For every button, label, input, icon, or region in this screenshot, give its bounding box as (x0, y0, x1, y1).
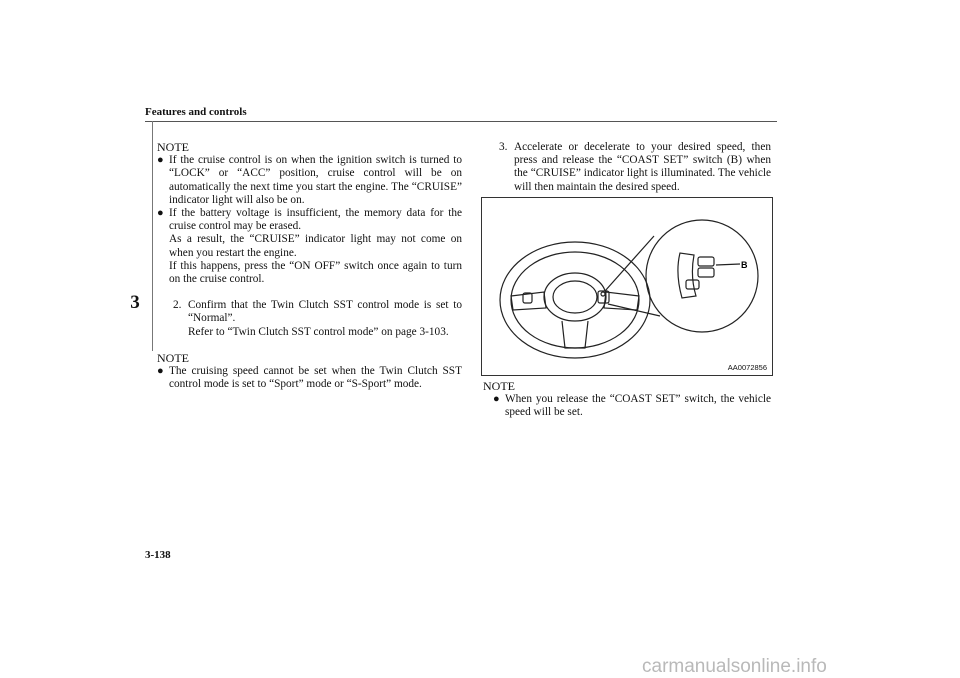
right-column (483, 141, 771, 194)
figure-callout-b: B (741, 260, 748, 270)
note-bullet (483, 393, 771, 419)
note-bullet (157, 207, 462, 286)
note-label: NOTE (483, 379, 515, 393)
steering-wheel-figure (481, 197, 773, 376)
note-text: When you release the “COAST SET” switch, the vehicle speed will be set. (505, 393, 771, 419)
steering-wheel-illustration (482, 198, 772, 375)
note-text: The cruising speed cannot be set when the Twin Clutch SST control mode is set to “Sport” mode or “S-Sport” mode. (169, 365, 462, 391)
note-label: NOTE (157, 140, 189, 154)
bullet-icon: ● (493, 393, 500, 406)
bullet-icon: ● (157, 365, 164, 378)
step-text: Accelerate or decelerate to your desired speed, then press and release the “COAST SET” switch (B) when the “CRUISE” indicator light is illuminated. The vehicle will then maintain the desired speed. (514, 141, 771, 193)
step-text: Confirm that the Twin Clutch SST control mode is set to “Normal”. (188, 299, 462, 325)
step-number: 3. (499, 141, 508, 153)
note-label: NOTE (157, 350, 189, 365)
step-number: 2. (173, 299, 182, 312)
step-3 (483, 141, 771, 194)
page-number: 3-138 (145, 549, 171, 561)
bullet-icon: ● (157, 154, 164, 167)
note-text: If the battery voltage is insufficient, the memory data for the cruise control may be erased. (169, 207, 462, 233)
note-bullet (157, 365, 462, 391)
note-bullet (157, 154, 462, 207)
right-note (483, 380, 771, 420)
step-body (188, 299, 462, 339)
figure-code: AA0072856 (727, 363, 767, 372)
bullet-icon: ● (157, 207, 164, 220)
step-reference: Refer to “Twin Clutch SST control mode” on page 3-103. (188, 325, 449, 338)
step-2 (157, 299, 462, 339)
note-text: If the cruise control is on when the ignition switch is turned to “LOCK” or “ACC” position, cruise control will be on automatically the next time you start the engine. The “CRUISE” indicator light will also be on. (169, 154, 462, 206)
left-column (157, 141, 462, 391)
section-header: Features and controls (145, 106, 247, 118)
note-text: As a result, the “CRUISE” indicator light may not come on when you restart the engine. (169, 233, 462, 259)
watermark: carmanualsonline.info (642, 656, 827, 677)
chapter-tab (125, 121, 153, 351)
note-text: If this happens, press the “ON OFF” switch once again to turn on the cruise control. (169, 259, 462, 286)
chapter-number: 3 (130, 292, 140, 313)
header-rule (145, 121, 777, 122)
note-bullet-group (169, 207, 462, 286)
